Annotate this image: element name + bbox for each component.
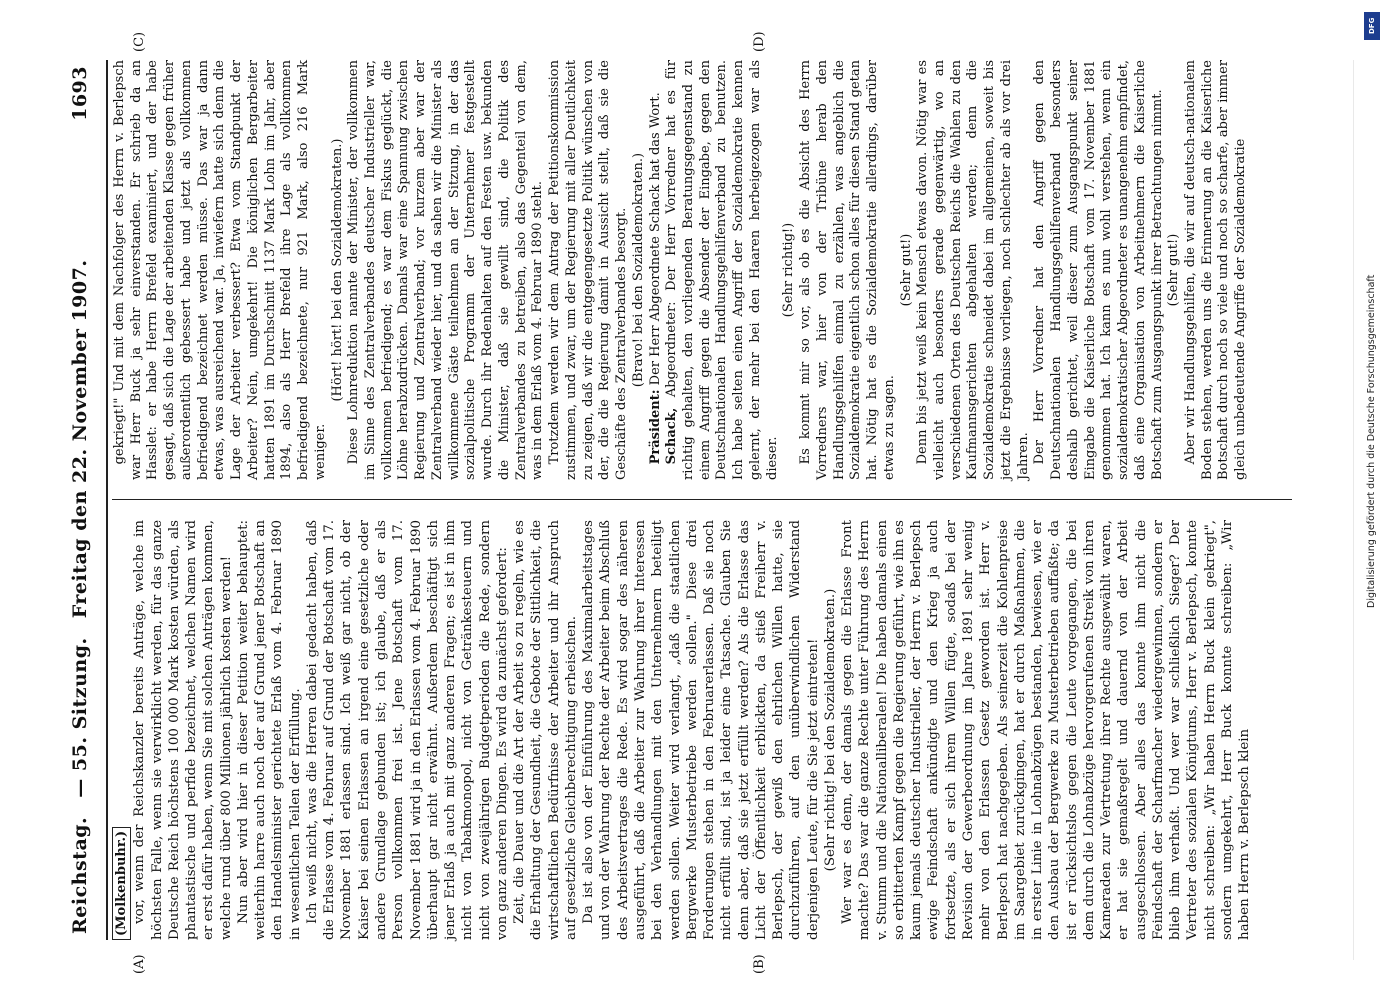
paragraph: vor, wenn der Reichskanzler bereits Anträge, welche im höchsten Falle, wenn sie verwirklicht werden, für das ganze Deutsche Reich höchstens 100 000 Mark kosten würden, als phantastische und perfide bezeichnet, welchen Namen wird er erst dafür haben, wenn Sie mit solchen Anträgen kommen, welche rund über 800 Millionen jährlich kosten werden! [132,520,234,940]
paragraph: Wer war es denn, der damals gegen die Erlasse Front machte? Das war die ganze Rechte unter Führung des Herrn v. Stumm und die Nationalliberalen! Die haben damals einen so erbitterten Kampf gegen die Regierung geführt, wie ihn es kaum jemals deutscher Industrieller, der Herrn v. Berlepsch ewige Feindschaft ankündigte und den Krieg ja auch fortsetzte, als er sich ihrem Willen fügte, sodaß bei der Revision der Gewerbeordnung im Jahre 1891 sehr wenig mehr von den Erlassen Gesetz geworden ist. Herr v. Berlepsch hat nachgegeben. Als seinerzeit die Kohlenpreise im Saargebiet zurückgingen, hat er durch Maßnahmen, die in erster Linie in Lohnabzügen bestanden, bewiesen, wie er den Ausbau der Bergwerke zu Musterbetrieben auffaßte; da ist er rücksichtslos gegen die Leute vorgegangen, die bei dem durch die Lohnabzüge hervorgerufenen Streik von ihren Kameraden zur Vertretung ihrer Rechte ausgewählt waren, er hat sie gemaßregelt und dauernd von der Arbeit ausgeschlossen. Aber alles das konnte ihm nicht die Feindschaft der Scharfmacher wiedergewinnen, sondern er blieb ihm verhaßt. Und wer war schließlich Sieger? Der Vertreter des sozialen Königtums, Herr v. Berlepsch, konnte nicht schreiben: „Wir haben Herrn Buck klein gekriegt", sondern umgekehrt, Herr Buck konnte schreiben: „Wir haben Herrn v. Berlepsch klein [840,520,1253,940]
interjection: (Sehr richtig!) [781,222,797,318]
paragraph: Der Herr Vorredner hat den Angriff gegen den Deutschnationalen Handlungsgehilfenverband besonders deshalb gerichtet, weil dieser zum Ausgangspunkt seiner Eingabe die Kaiserliche Botschaft vom 17. November 1881 genommen hat. Ich kann es nun wohl verstehen, wenn ein sozialdemokratischer Abgeordneter es unangenehm empfindet, daß eine Organisation von Arbeitnehmern die Kaiserliche Botschaft zum Ausgangspunkt ihrer Betrachtungen nimmt. [1032,60,1165,480]
paragraph: gekriegt!" Und mit dem Nachfolger des Herrn v. Berlepsch war Herr Buck ja sehr einverstanden. Er schrieb da an Hasslet: er habe Herrn Brefeld examiniert, und der habe gesagt, daß sich die Lage der arbeitenden Klasse gegen früher außerordentlich gebessert habe und jetzt als vollkommen befriedigend bezeichnet werden müsse. Das war ja dann etwas, was ausreichend war. Ja, inwiefern hatte sich denn die Lage der Arbeiter verbessert? Etwa vom Standpunkt der Arbeiter? Nein, umgekehrt! Die königlichen Bergarbeiter hatten 1891 im Durchschnitt 1137 Mark Lohn im Jahr, aber 1894, also als Herr Brefeld ihre Lage als vollkommen befriedigend bezeichnete, nur 921 Mark, also 216 Mark weniger. [112,60,328,480]
speaker-name: Schack, [664,407,680,465]
interjection: (Sehr richtig! bei den Sozialdemokraten.) [822,588,838,872]
paragraph: Aber wir Handlungsgehilfen, die wir auf deutsch-nationalem Boden stehen, werden uns die Erinnerung an die Kaiserliche Botschaft durch noch so viele und noch so scharfe, aber immer gleich unbedeutende Angriffe der Sozialdemokratie [1183,60,1249,480]
margin-letter-d: (D) [752,31,767,52]
interjection: (Bravo! bei den Sozialdemokraten.) [630,152,646,388]
header-title: Reichstag. [69,816,91,934]
header-session: — 55. Sitzung. [69,637,91,798]
interjection: (Hört! hört! bei den Sozialdemokraten.) [329,138,345,402]
paragraph: Denn bis jetzt weiß kein Mensch etwas davon. Nötig war es vielleicht auch besonders gerade gegenwärtig, wo an verschiedenen Orten des Deutschen Reichs die Wahlen zu den Kaufmannsgerichten abgehalten werden; denn die Sozialdemokratie schneidet dabei im allgemeinen, soweit bis jetzt die Ergebnisse vorliegen, noch schlechter ab als vor drei Jahren. [915,60,1031,480]
speaker-continuation: (Molkenbuhr.) [112,827,131,940]
interjection: (Sehr gut!) [898,233,914,307]
paragraph: Nun aber wird hier in dieser Petition weiter behauptet: weiterhin harre auch noch der auf Grund jener Botschaft an den Handelsminister gerichtete Erlaß vom 4. Februar 1890 in wesentlichen Teilen der Erfüllung. [235,520,303,940]
left-column [112,520,1292,940]
paragraph: Zeit, die Dauer und die Art der Arbeit so zu regeln, wie es die Erhaltung der Gesundheit, die Gebote der Sittlichkeit, die wirtschaftlichen Bedürfnisse der Arbeiter und ihr Anspruch auf gesetzliche Gleichberechtigung erheischen. [512,520,579,940]
margin-letter-b: (B) [752,954,767,974]
header-left [69,254,91,940]
continuation-tag [112,520,131,940]
margin-letter-c: (C) [132,31,147,52]
paragraph: Da ist also von der Einführung des Maximalarbeitstages und von der Wahrung der Rechte der Arbeiter beim Abschluß des Arbeitsvertrages die Rede. Es wird sogar des näheren ausgeführt, daß die Arbeiter zur Wahrung ihrer Interessen bei den Verhandlungen mit den Unternehmern beteiligt werden sollen. Weiter wird verlangt, „daß die staatlichen Bergwerke Musterbetriebe werden sollen." Diese drei Forderungen stehen in den Februarerlassen. Daß sie noch nicht erfüllt sind, ist ja leider eine Tatsache. Glauben Sie denn aber, daß sie jetzt erfüllt werden? Als die Erlasse das Licht der Öffentlichkeit erblickten, da stieß Freiherr v. Berlepsch, der gewiß den ehrlichen Willen hatte, sie durchzuführen, auf den unüberwindlichen Widerstand derjenigen Leute, für die Sie jetzt eintreten! [581,520,821,940]
columns [112,31,1292,974]
interjection: (Sehr gut!) [1166,233,1182,307]
paragraph: Es kommt mir so vor, als ob es die Absicht des Herrn Vorredners war, hier von der Tribüne herab den Handlungsgehilfen einmal zu erzählen, was angeblich die Sozialdemokratie eigentlich schon alles für diesen Stand getan hat. Nötig hat es die Sozialdemokratie allerdings, darüber etwas zu sagen. [798,60,897,480]
page-edge-line [1353,60,1354,960]
paragraph: Diese Lohnreduktion nannte der Minister, der vollkommen im Sinne des Zentralverbandes deutscher Industrieller war, vollkommen befriedigend; es war dem Fiskus geglückt, die Löhne herabzudrücken. Damals war eine Spannung zwischen Regierung und Zentralverband; vor kurzem aber war der Zentralverband wieder hier, und da sahen wir die Minister als willkommene Gäste teilnehmen an der Sitzung, in der das sozialpolitische Programm der Unternehmer festgestellt wurde. Durch ihr Redenhalten auf den Festen usw. bekunden die Minister, daß sie gewillt sind, die Politik des Zentralverbandes zu betreiben, also das Gegenteil von dem, was in dem Erlaß vom 4. Februar 1890 steht. [346,60,546,480]
header-date: Freitag den 22. November 1907. [69,259,91,619]
margin-letter-a: (A) [132,954,147,974]
digitization-credit: Digitalisierung gefördert durch die Deutsche Forschungsgemeinschaft [1366,274,1377,608]
right-column [112,60,1292,480]
speaker-name: Präsident: [647,389,663,465]
paragraph: Ich weiß nicht, was die Herren dabei gedacht haben, daß die Erlasse vom 4. Februar auf Grund der Botschaft vom 17. November 1881 erlassen sind. Ich weiß gar nicht, ob der Kaiser bei seinen Erlassen an irgend eine gesetzliche oder andere Grundlage gebunden ist; ich glaube, daß er als Person vollkommen frei ist. Jene Botschaft vom 17. November 1881 wird ja in den Erlassen vom 4. Februar 1890 überhaupt gar nicht erwähnt. Außerdem beschäftigt sich jener Erlaß ja auch mit ganz anderen Fragen; es ist in ihm nicht von Tabakmonopol, nicht von Getränkesteuern und nicht von zweijährigen Budgetperioden die Rede, sondern von ganz anderen Dingen. Es wird da zunächst gefordert: [304,520,510,940]
page-number: 1693 [69,66,91,121]
paragraph: Trotzdem werden wir dem Antrag der Petitionskommission zustimmen, und zwar, um der Regierung mit aller Deutlichkeit zu zeigen, daß wir die entgegengesetzte Politik wünschen von der, die die Regierung damit in Aussicht stellt, daß sie die Geschäfte des Zentralverbandes besorgt. [547,60,630,480]
side-strip [1364,8,1380,992]
column-divider [112,499,1292,500]
paragraph: Schack, Abgeordneter: Der Herr Vorredner hat es für richtig gehalten, den vorliegenden Beratungsgegenstand zu einem Angriff gegen die Absender der Eingabe, gegen den Deutschnationalen Handlungsgehilfenverband zu benutzen. Ich habe selten einen Angriff der Sozialdemokratie kennen gelernt, der mehr bei den Haaren herbeigezogen war als dieser. [664,60,780,480]
header-rule [106,60,108,940]
page-header [60,60,100,940]
header-right [69,60,91,127]
paragraph: Präsident: Der Herr Abgeordnete Schack hat das Wort. [647,92,663,465]
dfg-logo: DFG [1364,12,1380,40]
